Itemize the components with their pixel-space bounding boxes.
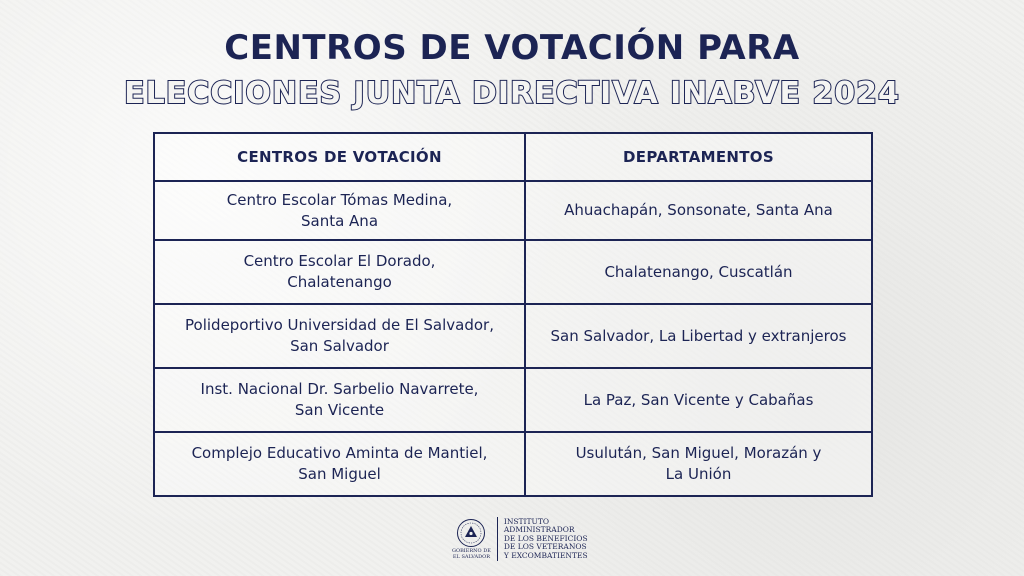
footer-logo: [452, 514, 588, 564]
departments-cell: San Salvador, La Libertad y extranjeros: [525, 304, 872, 368]
voting-centers-table: [153, 132, 873, 497]
footer-divider: [497, 517, 498, 561]
page-title: CENTROS DE VOTACIÓN PARA: [224, 28, 800, 68]
government-seal: [452, 518, 491, 560]
departments-cell: Usulután, San Miguel, Morazán y La Unión: [525, 432, 872, 496]
voting-center-cell: Centro Escolar El Dorado, Chalatenango: [154, 240, 525, 304]
voting-center-cell: Polideportivo Universidad de El Salvador, San Salvador: [154, 304, 525, 368]
institution-name: INSTITUTO ADMINISTRADOR DE LOS BENEFICIOS DE LOS VETERANOS Y EXCOMBATIENTES: [503, 516, 588, 560]
voting-center-cell: Inst. Nacional Dr. Sarbelio Navarrete, San Vicente: [154, 368, 525, 432]
table-header-row: [154, 133, 872, 181]
coat-of-arms-seal-icon: [456, 518, 486, 548]
table-row: [154, 181, 872, 240]
government-text: GOBIERNO DE EL SALVADOR: [452, 548, 491, 560]
voting-center-cell: Complejo Educativo Aminta de Mantiel, San Miguel: [154, 432, 525, 496]
table-row: [154, 432, 872, 496]
departments-cell: Ahuachapán, Sonsonate, Santa Ana: [525, 181, 872, 240]
page-subtitle: ELECCIONES JUNTA DIRECTIVA INABVE 2024: [124, 76, 900, 111]
header-departments: DEPARTAMENTOS: [525, 133, 872, 181]
table-row: [154, 240, 872, 304]
departments-cell: Chalatenango, Cuscatlán: [525, 240, 872, 304]
header-voting-centers: CENTROS DE VOTACIÓN: [154, 133, 525, 181]
table-row: [154, 368, 872, 432]
table-row: [154, 304, 872, 368]
departments-cell: La Paz, San Vicente y Cabañas: [525, 368, 872, 432]
voting-center-cell: Centro Escolar Tómas Medina, Santa Ana: [154, 181, 525, 240]
